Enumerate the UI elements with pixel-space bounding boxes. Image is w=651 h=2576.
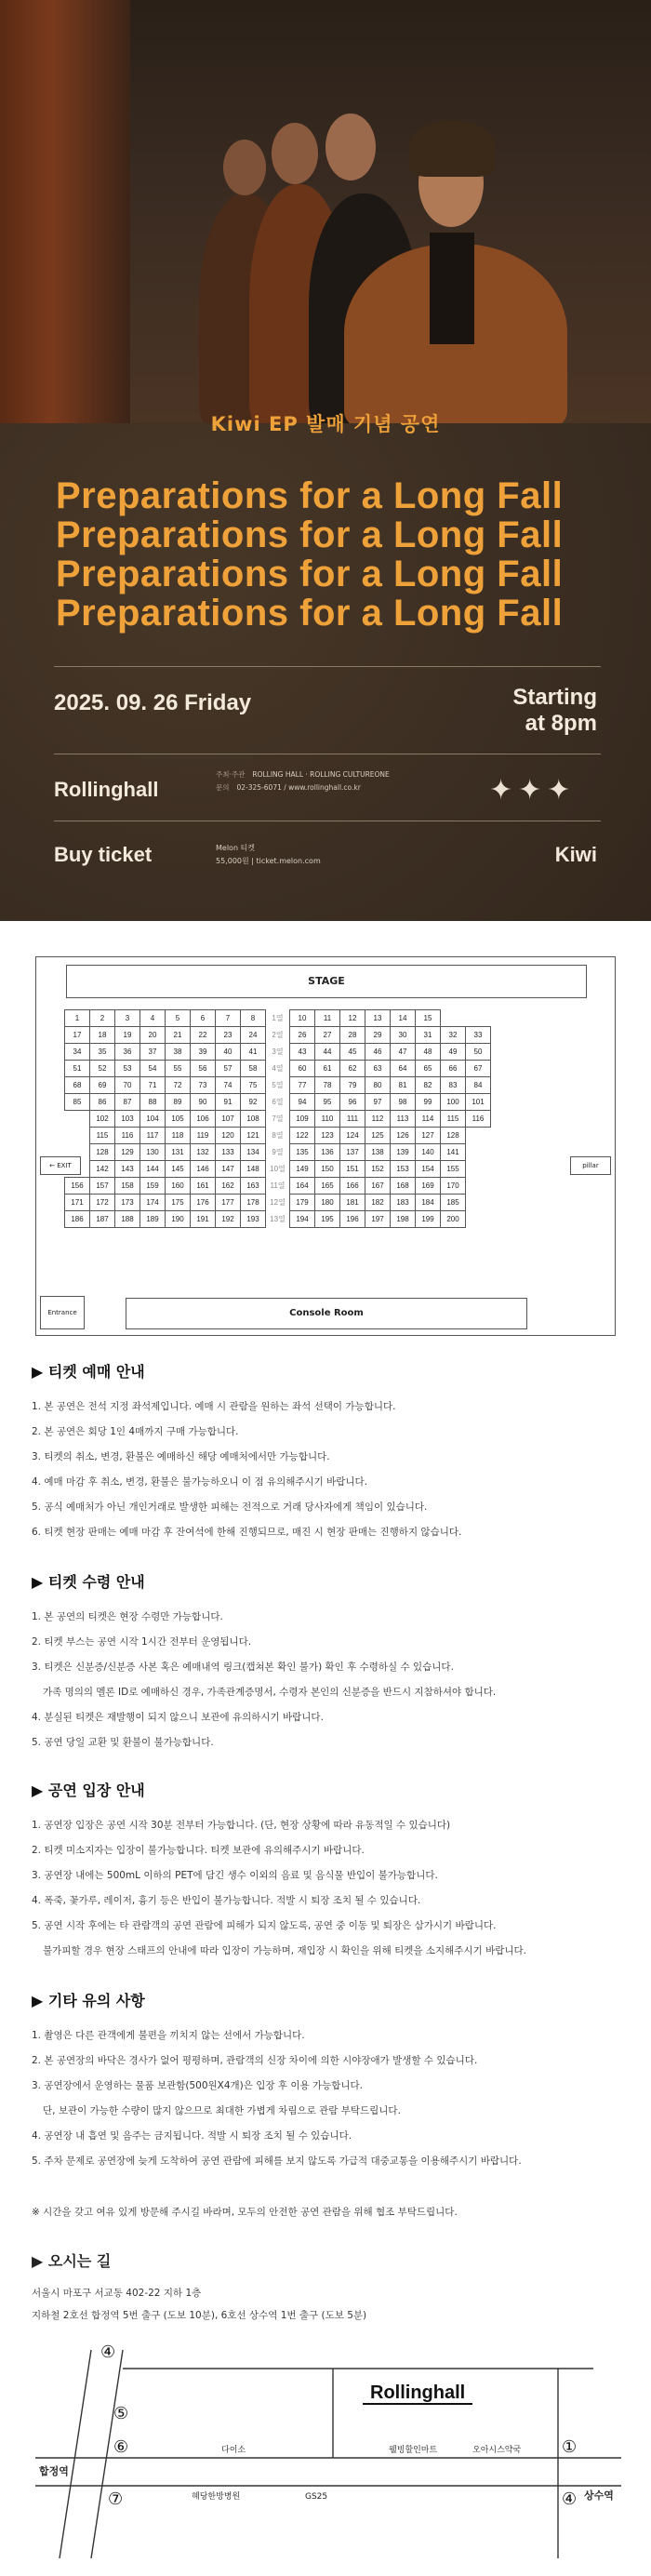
seat: 139 bbox=[391, 1144, 416, 1161]
seat: 137 bbox=[340, 1144, 365, 1161]
seat: 128 bbox=[90, 1144, 115, 1161]
host-value: ROLLING HALL · ROLLING CULTUREONE bbox=[252, 770, 390, 779]
seat: 38 bbox=[166, 1044, 191, 1061]
seat: 114 bbox=[416, 1111, 441, 1128]
row-label: 3열 bbox=[272, 1048, 284, 1056]
exit-7-marker: ⑦ bbox=[108, 2489, 124, 2509]
seat: 193 bbox=[241, 1211, 266, 1228]
seat: 24 bbox=[241, 1027, 266, 1044]
exit-6-marker: ⑥ bbox=[113, 2437, 129, 2457]
seat: 150 bbox=[315, 1161, 340, 1178]
contact-value: 02-325-6071 / www.rollinghall.co.kr bbox=[236, 783, 361, 792]
seat: 144 bbox=[140, 1161, 166, 1178]
seat: 5 bbox=[166, 1010, 191, 1027]
seat: 158 bbox=[115, 1178, 140, 1195]
side-road bbox=[60, 2350, 91, 2558]
seat: 54 bbox=[140, 1061, 166, 1077]
seat: 34 bbox=[65, 1044, 90, 1061]
seat: 197 bbox=[365, 1211, 391, 1228]
seat: 28 bbox=[340, 1027, 365, 1044]
seat: 171 bbox=[65, 1195, 90, 1211]
seat: 108 bbox=[241, 1111, 266, 1128]
seat: 56 bbox=[191, 1061, 216, 1077]
seat: 119 bbox=[191, 1128, 216, 1144]
seat: 68 bbox=[65, 1077, 90, 1094]
seat: 146 bbox=[191, 1161, 216, 1178]
seat: 126 bbox=[391, 1128, 416, 1144]
seat: 66 bbox=[441, 1061, 466, 1077]
console-room-label: Console Room bbox=[126, 1298, 527, 1329]
seat: 1 bbox=[65, 1010, 90, 1027]
seat: 14 bbox=[391, 1010, 416, 1027]
seat: 127 bbox=[416, 1128, 441, 1144]
melon-line2: 55,000원 | ticket.melon.com bbox=[216, 857, 321, 865]
list-item: 6. 티켓 현장 판매는 예매 마감 후 잔여석에 한해 진행되므로, 매진 시 현장 판매는 진행하지 않습니다. bbox=[32, 1527, 462, 1538]
seat: 153 bbox=[391, 1161, 416, 1178]
seat: 133 bbox=[216, 1144, 241, 1161]
buy-ticket-label: Buy ticket bbox=[54, 843, 153, 866]
seat: 111 bbox=[340, 1111, 365, 1128]
seat: 22 bbox=[191, 1027, 216, 1044]
entrance-label: Entrance bbox=[40, 1296, 85, 1329]
seat: 162 bbox=[216, 1178, 241, 1195]
seat: 194 bbox=[290, 1211, 315, 1228]
seat: 183 bbox=[391, 1195, 416, 1211]
seat: 36 bbox=[115, 1044, 140, 1061]
seat: 82 bbox=[416, 1077, 441, 1094]
seat: 77 bbox=[290, 1077, 315, 1094]
seat: 182 bbox=[365, 1195, 391, 1211]
seat: 15 bbox=[416, 1010, 441, 1027]
list-item: 가족 명의의 멜론 ID로 예매하신 경우, 가족관계증명서, 수령자 본인의 신분증을 반드시 지참하셔야 합니다. bbox=[43, 1687, 497, 1698]
seat: 109 bbox=[290, 1111, 315, 1128]
row-label: 1열 bbox=[272, 1014, 284, 1022]
location-map bbox=[35, 2344, 621, 2558]
seat: 200 bbox=[441, 1211, 466, 1228]
row-label: 2열 bbox=[272, 1031, 284, 1039]
list-item: 2. 본 공연은 회당 1인 4매까지 구매 가능합니다. bbox=[32, 1426, 239, 1437]
seat: 107 bbox=[216, 1111, 241, 1128]
seat: 160 bbox=[166, 1178, 191, 1195]
seat: 10 bbox=[290, 1010, 315, 1027]
seat: 46 bbox=[365, 1044, 391, 1061]
wellbeing-mart-label: 웰빙할인마트 bbox=[389, 2446, 438, 2455]
list-item: 1. 본 공연은 전석 지정 좌석제입니다. 예매 시 관람을 원하는 좌석 선택이 가능합니다. bbox=[32, 1401, 396, 1412]
list-item: 2. 티켓 부스는 공연 시작 1시간 전부터 운영됩니다. bbox=[32, 1636, 252, 1648]
row-label: 4열 bbox=[272, 1064, 284, 1073]
seat: 6 bbox=[191, 1010, 216, 1027]
venue-info bbox=[216, 768, 390, 794]
stage-label: STAGE bbox=[66, 965, 587, 998]
seat: 155 bbox=[441, 1161, 466, 1178]
seat: 52 bbox=[90, 1061, 115, 1077]
address: 서울시 마포구 서교동 402-22 지하 1층 bbox=[32, 2288, 202, 2299]
seat: 176 bbox=[191, 1195, 216, 1211]
exit-1-marker: ① bbox=[562, 2437, 578, 2457]
event-kicker: Kiwi EP 발매 기념 공연 bbox=[210, 413, 441, 435]
seat: 170 bbox=[441, 1178, 466, 1195]
row-label: 7열 bbox=[272, 1114, 284, 1123]
seat: 64 bbox=[391, 1061, 416, 1077]
seat: 103 bbox=[115, 1111, 140, 1128]
daiso-label: 다이소 bbox=[221, 2446, 246, 2455]
seat: 11 bbox=[315, 1010, 340, 1027]
list-item: 4. 예매 마감 후 취소, 변경, 환불은 불가능하오니 이 점 유의해주시기 바랍니다. bbox=[32, 1476, 368, 1488]
exit-5-marker: ⑤ bbox=[113, 2404, 129, 2423]
seat: 35 bbox=[90, 1044, 115, 1061]
seat: 95 bbox=[315, 1094, 340, 1111]
contact-label: 문의 bbox=[216, 783, 230, 792]
seat: 81 bbox=[391, 1077, 416, 1094]
seat: 163 bbox=[241, 1178, 266, 1195]
seat: 71 bbox=[140, 1077, 166, 1094]
pillar-label: pillar bbox=[570, 1156, 611, 1175]
seat: 141 bbox=[441, 1144, 466, 1161]
seat: 80 bbox=[365, 1077, 391, 1094]
seat: 131 bbox=[166, 1144, 191, 1161]
band-photo bbox=[0, 0, 651, 423]
seat: 134 bbox=[241, 1144, 266, 1161]
seat: 145 bbox=[166, 1161, 191, 1178]
seat: 100 bbox=[441, 1094, 466, 1111]
row-label: 12열 bbox=[270, 1198, 286, 1207]
seat: 4 bbox=[140, 1010, 166, 1027]
seat: 142 bbox=[90, 1161, 115, 1178]
seat: 44 bbox=[315, 1044, 340, 1061]
divider bbox=[54, 666, 601, 667]
seat: 172 bbox=[90, 1195, 115, 1211]
seat: 47 bbox=[391, 1044, 416, 1061]
seat: 45 bbox=[340, 1044, 365, 1061]
seat: 140 bbox=[416, 1144, 441, 1161]
seat: 112 bbox=[365, 1111, 391, 1128]
seat: 161 bbox=[191, 1178, 216, 1195]
seat: 148 bbox=[241, 1161, 266, 1178]
seat: 84 bbox=[466, 1077, 491, 1094]
brick-wall bbox=[0, 0, 130, 423]
seat: 67 bbox=[466, 1061, 491, 1077]
exit-label: ← EXIT bbox=[40, 1156, 81, 1175]
seat: 90 bbox=[191, 1094, 216, 1111]
seat: 166 bbox=[340, 1178, 365, 1195]
sangsu-station: 상수역 bbox=[584, 2489, 614, 2502]
seat: 32 bbox=[441, 1027, 466, 1044]
seat: 147 bbox=[216, 1161, 241, 1178]
seat: 49 bbox=[441, 1044, 466, 1061]
list-item: 3. 공연장 내에는 500mL 이하의 PET에 담긴 생수 이외의 음료 및 음식물 반입이 불가능합니다. bbox=[32, 1870, 438, 1881]
seat: 189 bbox=[140, 1211, 166, 1228]
seat: 180 bbox=[315, 1195, 340, 1211]
row-label: 5열 bbox=[272, 1081, 284, 1089]
list-item: 5. 공연 시작 후에는 타 관람객의 공연 관람에 피해가 되지 않도록, 공연 중 이동 및 퇴장은 삼가시기 바랍니다. bbox=[32, 1920, 497, 1931]
seat: 83 bbox=[441, 1077, 466, 1094]
seat: 152 bbox=[365, 1161, 391, 1178]
seat: 178 bbox=[241, 1195, 266, 1211]
title-line: Preparations for a Long Fall bbox=[56, 514, 564, 555]
seat-map bbox=[35, 956, 616, 1336]
seat: 85 bbox=[65, 1094, 90, 1111]
seat: 104 bbox=[140, 1111, 166, 1128]
event-title bbox=[56, 476, 614, 633]
seat: 167 bbox=[365, 1178, 391, 1195]
seat: 8 bbox=[241, 1010, 266, 1027]
row-label: 8열 bbox=[272, 1131, 284, 1140]
seat: 27 bbox=[315, 1027, 340, 1044]
sparkle-icon: ✦✦✦ bbox=[489, 774, 577, 807]
seat: 51 bbox=[65, 1061, 90, 1077]
seat: 130 bbox=[140, 1144, 166, 1161]
seat: 40 bbox=[216, 1044, 241, 1061]
footnote: ※ 시간을 갖고 여유 있게 방문해 주시길 바라며, 모두의 안전한 공연 관람을 위해 협조 부탁드립니다. bbox=[32, 2207, 458, 2218]
poster bbox=[0, 0, 651, 921]
seat: 129 bbox=[115, 1144, 140, 1161]
seat: 186 bbox=[65, 1211, 90, 1228]
row-label: 13열 bbox=[270, 1215, 286, 1223]
seat: 169 bbox=[416, 1178, 441, 1195]
seat: 74 bbox=[216, 1077, 241, 1094]
seat: 63 bbox=[365, 1061, 391, 1077]
seat: 124 bbox=[340, 1128, 365, 1144]
seat: 122 bbox=[290, 1128, 315, 1144]
row-label: 6열 bbox=[272, 1098, 284, 1106]
section-heading: ▶ 티켓 예매 안내 bbox=[32, 1363, 145, 1381]
seat: 69 bbox=[90, 1077, 115, 1094]
gs25-label: GS25 bbox=[305, 2492, 328, 2502]
seat: 175 bbox=[166, 1195, 191, 1211]
seat: 164 bbox=[290, 1178, 315, 1195]
seat: 94 bbox=[290, 1094, 315, 1111]
seat: 60 bbox=[290, 1061, 315, 1077]
seat: 179 bbox=[290, 1195, 315, 1211]
list-item: 4. 분실된 티켓은 재발행이 되지 않으니 보관에 유의하시기 바랍니다. bbox=[32, 1712, 324, 1723]
seat: 86 bbox=[90, 1094, 115, 1111]
seat: 136 bbox=[315, 1144, 340, 1161]
seat: 91 bbox=[216, 1094, 241, 1111]
list-item: 3. 공연장에서 운영하는 물품 보관함(500원X4개)은 입장 후 이용 가능합니다. bbox=[32, 2080, 364, 2091]
hospital-label: 혜당한방병원 bbox=[192, 2492, 241, 2502]
event-date: 2025. 09. 26 Friday bbox=[54, 690, 252, 715]
seat: 154 bbox=[416, 1161, 441, 1178]
seat: 105 bbox=[166, 1111, 191, 1128]
seat: 128 bbox=[441, 1128, 466, 1144]
seat: 89 bbox=[166, 1094, 191, 1111]
host-label: 주최·주관 bbox=[216, 770, 246, 779]
seat: 125 bbox=[365, 1128, 391, 1144]
exit-4-marker: ④ bbox=[100, 2344, 116, 2362]
seat: 97 bbox=[365, 1094, 391, 1111]
seat: 102 bbox=[90, 1111, 115, 1128]
ticket-booking-notice bbox=[32, 1360, 627, 1545]
seat: 78 bbox=[315, 1077, 340, 1094]
list-item: 5. 공연 당일 교환 및 환불이 불가능합니다. bbox=[32, 1737, 214, 1748]
seat-grid bbox=[64, 1009, 491, 1228]
seat: 19 bbox=[115, 1027, 140, 1044]
seat: 188 bbox=[115, 1211, 140, 1228]
seat: 181 bbox=[340, 1195, 365, 1211]
seat: 198 bbox=[391, 1211, 416, 1228]
section-heading: ▶ 티켓 수령 안내 bbox=[32, 1573, 145, 1591]
hapjeong-station: 합정역 bbox=[39, 2465, 69, 2477]
seat: 115 bbox=[90, 1128, 115, 1144]
transit-info: 지하철 2호선 합정역 5번 출구 (도보 10분), 6호선 상수역 1번 출구 (도보 5분) bbox=[32, 2310, 367, 2321]
start-time bbox=[512, 685, 597, 737]
venue-name: Rollinghall bbox=[54, 778, 159, 801]
seat: 116 bbox=[466, 1111, 491, 1128]
seat: 88 bbox=[140, 1094, 166, 1111]
seat: 110 bbox=[315, 1111, 340, 1128]
seat: 7 bbox=[216, 1010, 241, 1027]
seat: 121 bbox=[241, 1128, 266, 1144]
seat: 62 bbox=[340, 1061, 365, 1077]
seat: 57 bbox=[216, 1061, 241, 1077]
seat: 98 bbox=[391, 1094, 416, 1111]
seat: 115 bbox=[441, 1111, 466, 1128]
seat: 101 bbox=[466, 1094, 491, 1111]
seat: 48 bbox=[416, 1044, 441, 1061]
seat: 92 bbox=[241, 1094, 266, 1111]
row-label: 9열 bbox=[272, 1148, 284, 1156]
seat: 72 bbox=[166, 1077, 191, 1094]
admission-notice bbox=[32, 1779, 627, 1964]
seat: 12 bbox=[340, 1010, 365, 1027]
seat: 73 bbox=[191, 1077, 216, 1094]
seat: 96 bbox=[340, 1094, 365, 1111]
seat: 151 bbox=[340, 1161, 365, 1178]
section-heading: ▶ 기타 유의 사항 bbox=[32, 1992, 145, 2009]
seat: 70 bbox=[115, 1077, 140, 1094]
seat: 159 bbox=[140, 1178, 166, 1195]
seat: 3 bbox=[115, 1010, 140, 1027]
exit-4b-marker: ④ bbox=[562, 2489, 578, 2509]
seat: 123 bbox=[315, 1128, 340, 1144]
section-heading: ▶ 오시는 길 bbox=[32, 2252, 112, 2270]
melon-ticket-info bbox=[216, 842, 321, 868]
seat: 29 bbox=[365, 1027, 391, 1044]
seat: 17 bbox=[65, 1027, 90, 1044]
directions bbox=[32, 2249, 627, 2327]
title-line: Preparations for a Long Fall bbox=[56, 554, 564, 594]
list-item: 2. 본 공연장의 바닥은 경사가 없어 평평하며, 관람객의 신장 차이에 의한 시야장애가 발생할 수 있습니다. bbox=[32, 2055, 478, 2066]
seat: 21 bbox=[166, 1027, 191, 1044]
seat: 135 bbox=[290, 1144, 315, 1161]
list-item: 2. 티켓 미소지자는 입장이 불가능합니다. 티켓 보관에 유의해주시기 바랍니다. bbox=[32, 1845, 365, 1856]
list-item: 1. 공연장 입장은 공연 시작 30분 전부터 가능합니다. (단, 현장 상황에 따라 유동적일 수 있습니다) bbox=[32, 1820, 451, 1831]
seat: 31 bbox=[416, 1027, 441, 1044]
seat: 79 bbox=[340, 1077, 365, 1094]
seat: 55 bbox=[166, 1061, 191, 1077]
seat: 65 bbox=[416, 1061, 441, 1077]
seat: 30 bbox=[391, 1027, 416, 1044]
seat: 177 bbox=[216, 1195, 241, 1211]
seat: 191 bbox=[191, 1211, 216, 1228]
list-item: 3. 티켓은 신분증/신분증 사본 혹은 예매내역 링크(캡쳐본 확인 불가) 확인 후 수령하실 수 있습니다. bbox=[32, 1662, 454, 1673]
seat: 143 bbox=[115, 1161, 140, 1178]
ticket-pickup-notice bbox=[32, 1570, 627, 1755]
title-line: Preparations for a Long Fall bbox=[56, 475, 564, 516]
list-item: 1. 촬영은 다른 관객에게 불편을 끼치지 않는 선에서 가능합니다. bbox=[32, 2030, 305, 2041]
seat: 118 bbox=[166, 1128, 191, 1144]
list-item: 3. 티켓의 취소, 변경, 환불은 예매하신 해당 예매처에서만 가능합니다. bbox=[32, 1451, 330, 1462]
seat: 157 bbox=[90, 1178, 115, 1195]
seat: 106 bbox=[191, 1111, 216, 1128]
start-time-line1: Starting bbox=[512, 685, 597, 710]
seat: 138 bbox=[365, 1144, 391, 1161]
seat: 192 bbox=[216, 1211, 241, 1228]
seat: 165 bbox=[315, 1178, 340, 1195]
seat: 116 bbox=[115, 1128, 140, 1144]
seat: 120 bbox=[216, 1128, 241, 1144]
seat: 156 bbox=[65, 1178, 90, 1195]
seat: 173 bbox=[115, 1195, 140, 1211]
seat: 33 bbox=[466, 1027, 491, 1044]
other-notes bbox=[32, 1989, 627, 2174]
seat: 132 bbox=[191, 1144, 216, 1161]
seat: 61 bbox=[315, 1061, 340, 1077]
seat: 39 bbox=[191, 1044, 216, 1061]
seat: 184 bbox=[416, 1195, 441, 1211]
list-item: 1. 본 공연의 티켓은 현장 수령만 가능합니다. bbox=[32, 1611, 223, 1622]
seat: 26 bbox=[290, 1027, 315, 1044]
seat: 23 bbox=[216, 1027, 241, 1044]
seat: 99 bbox=[416, 1094, 441, 1111]
seat: 53 bbox=[115, 1061, 140, 1077]
seat: 87 bbox=[115, 1094, 140, 1111]
list-item: 불가피할 경우 현장 스태프의 안내에 따라 입장이 가능하며, 재입장 시 확인을 위해 티켓을 소지해주시기 바랍니다. bbox=[43, 1945, 526, 1956]
seat: 174 bbox=[140, 1195, 166, 1211]
seat: 196 bbox=[340, 1211, 365, 1228]
seat: 117 bbox=[140, 1128, 166, 1144]
seat: 190 bbox=[166, 1211, 191, 1228]
start-time-line2: at 8pm bbox=[525, 711, 597, 736]
seat: 58 bbox=[241, 1061, 266, 1077]
rollinghall-marker: Rollinghall bbox=[370, 2382, 466, 2403]
seat: 185 bbox=[441, 1195, 466, 1211]
seat: 149 bbox=[290, 1161, 315, 1178]
seat: 75 bbox=[241, 1077, 266, 1094]
seat: 199 bbox=[416, 1211, 441, 1228]
artist-name: Kiwi bbox=[554, 843, 597, 866]
seat: 20 bbox=[140, 1027, 166, 1044]
list-item: 4. 폭죽, 꽃가루, 레이저, 흉기 등은 반입이 불가능합니다. 적발 시 퇴장 조치 될 수 있습니다. bbox=[32, 1895, 421, 1906]
seat: 41 bbox=[241, 1044, 266, 1061]
title-line: Preparations for a Long Fall bbox=[56, 593, 564, 634]
seat: 187 bbox=[90, 1211, 115, 1228]
seat: 13 bbox=[365, 1010, 391, 1027]
row-label: 11열 bbox=[270, 1181, 286, 1190]
section-heading: ▶ 공연 입장 안내 bbox=[32, 1782, 145, 1799]
row-label: 10열 bbox=[270, 1165, 286, 1173]
seat: 50 bbox=[466, 1044, 491, 1061]
pharmacy-label: 오아시스약국 bbox=[472, 2446, 522, 2455]
melon-line1: Melon 티켓 bbox=[216, 844, 256, 852]
list-item: 4. 공연장 내 흡연 및 음주는 금지됩니다. 적발 시 퇴장 조치 될 수 있습니다. bbox=[32, 2130, 352, 2142]
list-item: 단, 보관이 가능한 수량이 많지 않으므로 최대한 가볍게 차림으로 관람 부탁드립니다. bbox=[43, 2105, 401, 2116]
list-item: 5. 공식 예매처가 아닌 개인거래로 발생한 피해는 전적으로 거래 당사자에게 책임이 있습니다. bbox=[32, 1502, 428, 1513]
seat: 2 bbox=[90, 1010, 115, 1027]
seat: 168 bbox=[391, 1178, 416, 1195]
list-item: 5. 주차 문제로 공연장에 늦게 도착하여 공연 관람에 피해를 보지 않도록 가급적 대중교통을 이용해주시기 바랍니다. bbox=[32, 2156, 522, 2167]
seat: 43 bbox=[290, 1044, 315, 1061]
seat: 113 bbox=[391, 1111, 416, 1128]
seat: 18 bbox=[90, 1027, 115, 1044]
seat: 37 bbox=[140, 1044, 166, 1061]
seat: 195 bbox=[315, 1211, 340, 1228]
